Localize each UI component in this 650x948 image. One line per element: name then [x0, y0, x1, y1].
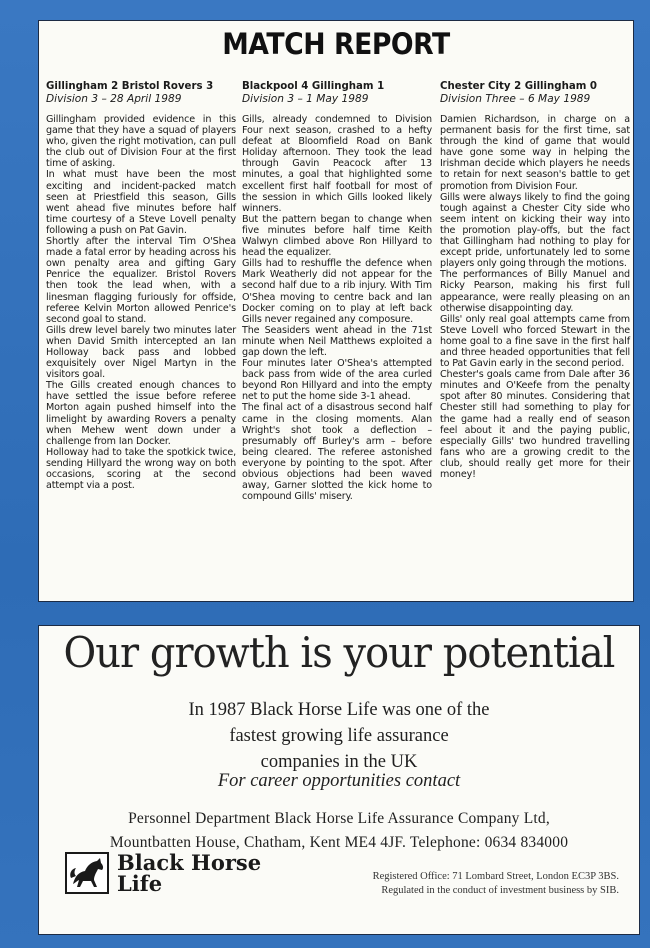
- advert-headline: Our growth is your potential: [63, 628, 615, 677]
- paragraph: The performances of Billy Manuel and Ricky Pearson, making his first full appearance, were really pleasing on an otherwise disappointing day.: [440, 269, 630, 314]
- column-subhead: Division 3 – 1 May 1989: [242, 93, 369, 105]
- advert-body-line: fastest growing life assurance: [229, 726, 449, 746]
- match-report-panel: [38, 20, 634, 602]
- advert-body-line: companies in the UK: [260, 752, 418, 772]
- report-title: MATCH REPORT: [222, 27, 450, 61]
- logo-line: Black Horse: [117, 850, 262, 875]
- column-body: [46, 114, 236, 491]
- legal-line: Regulated in the conduct of investment business by SIB.: [381, 885, 619, 896]
- advert-body: [39, 697, 639, 775]
- paragraph: Chester's goals came from Dale after 36 minutes and O'Keefe from the penalty spot after 80 minutes. Considering that Chester still had something to play for the game had a really end of season feel about it and the paying public, especially Gills' two hundred travelling fans who are a growing credit to the club, should really get more for their money!: [440, 369, 630, 480]
- advert-body-line: In 1987 Black Horse Life was one of the: [188, 700, 490, 720]
- paragraph: The final act of a disastrous second half came in the closing moments. Alan Wright's shot took a deflection – presumably off Burley's arm – before being cleared. The referee astonished everyone by pointing to the spot. After obvious objections had been waved away, Garner slotted the kick home to compound Gills' misery.: [242, 402, 432, 503]
- report-column-bristol-rovers: [46, 81, 236, 491]
- black-horse-life-advert: [38, 625, 640, 935]
- column-headline: Chester City 2 Gillingham 0: [440, 81, 597, 92]
- column-subhead: Division Three – 6 May 1989: [440, 93, 591, 105]
- paragraph: The Seasiders went ahead in the 71st minute when Neil Matthews exploited a gap down the left.: [242, 324, 432, 358]
- column-body: [242, 114, 432, 502]
- report-column-chester-city: [440, 81, 630, 480]
- column-subhead: Division 3 – 28 April 1989: [46, 93, 182, 105]
- advert-call-to-action: For career opportunities contact: [217, 771, 461, 791]
- advert-contact: [39, 807, 639, 855]
- column-headline: Blackpool 4 Gillingham 1: [242, 81, 385, 92]
- paragraph: Four minutes later O'Shea's attempted back pass from wide of the area curled beyond Ron Hillyard and into the empty net to put the home side 3-1 ahead.: [242, 358, 432, 403]
- paragraph: Gillingham provided evidence in this game that they have a squad of players who, given the right motivation, can pull the club out of Division Four at the first time of asking.: [46, 114, 236, 170]
- legal-line: Registered Office: 71 Lombard Street, London EC3P 3BS.: [372, 871, 619, 882]
- contact-line: Personnel Department Black Horse Life Assurance Company Ltd,: [128, 810, 550, 827]
- report-column-blackpool: [242, 81, 432, 502]
- logo-wordmark: [117, 852, 261, 894]
- column-body: [440, 114, 630, 480]
- black-horse-logo: [65, 852, 265, 916]
- horse-icon: [65, 852, 109, 894]
- advert-legal-notice: [373, 870, 619, 898]
- paragraph: Holloway had to take the spotkick twice, sending Hillyard the wrong way on both occasions, scoring at the second attempt via a post.: [46, 446, 236, 492]
- paragraph: Gills were always likely to find the going tough against a Chester City side who seem intent on kicking their way into the promotion play-offs, but the fact that Gillingham had nothing to play for except pride, unfortunately led to some players only going through the motions.: [440, 191, 630, 270]
- paragraph: The Gills created enough chances to have settled the issue before referee Morton again pushed himself into the limelight by awarding Rovers a penalty when Mehew went down under a challenge from Ian Docker.: [46, 380, 236, 447]
- paragraph: Gills, already condemned to Division Four next season, crashed to a hefty defeat at Bloomfield Road on Bank Holiday afternoon. They took the lead through Gavin Peacock after 13 minutes, a goal that highlighted some excellent first half football for most of the session in which Gills looked likely winners.: [242, 114, 432, 214]
- paragraph: Gills' only real goal attempts came from Steve Lovell who forced Stewart in the home goal to a fine save in the first half and three headed opportunities that fell to Pat Gavin early in the second period.: [440, 313, 630, 370]
- paragraph: In what must have been the most exciting and incident-packed match seen at Priestfield this season, Gills went ahead five minutes before half time courtesy of a Steve Lovell penalty following a push on Pat Gavin.: [46, 169, 236, 236]
- logo-line: Life: [117, 871, 163, 896]
- contact-line: Mountbatten House, Chatham, Kent ME4 4JF. Telephone: 0634 834000: [109, 834, 569, 851]
- paragraph: Gills drew level barely two minutes later when David Smith intercepted an Ian Holloway back pass and lobbed exquisitely over Nigel Martyn in the visitors goal.: [46, 324, 236, 381]
- paragraph: Gills had to reshuffle the defence when Mark Weatherly did not appear for the second half due to a rib injury. With Tim O'Shea moving to centre back and Ian Docker coming on to play at left back Gills never regained any composure.: [242, 258, 432, 325]
- paragraph: But the pattern began to change when five minutes before half time Keith Walwyn climbed above Ron Hillyard to head the equalizer.: [242, 213, 432, 259]
- column-headline: Gillingham 2 Bristol Rovers 3: [46, 81, 214, 92]
- paragraph: Shortly after the interval Tim O'Shea made a fatal error by heading across his own penalty area and gifting Gary Penrice the equalizer. Bristol Rovers then took the lead when, with a linesman flagging furiously for offside, referee Kelvin Morton allowed Penrice's second goal to stand.: [46, 236, 236, 325]
- paragraph: Damien Richardson, in charge on a permanent basis for the first time, sat through the kind of game that would have gone some way in helping the Irishman decide which players he needs to retain for next season's battle to get promotion from Division Four.: [440, 114, 630, 192]
